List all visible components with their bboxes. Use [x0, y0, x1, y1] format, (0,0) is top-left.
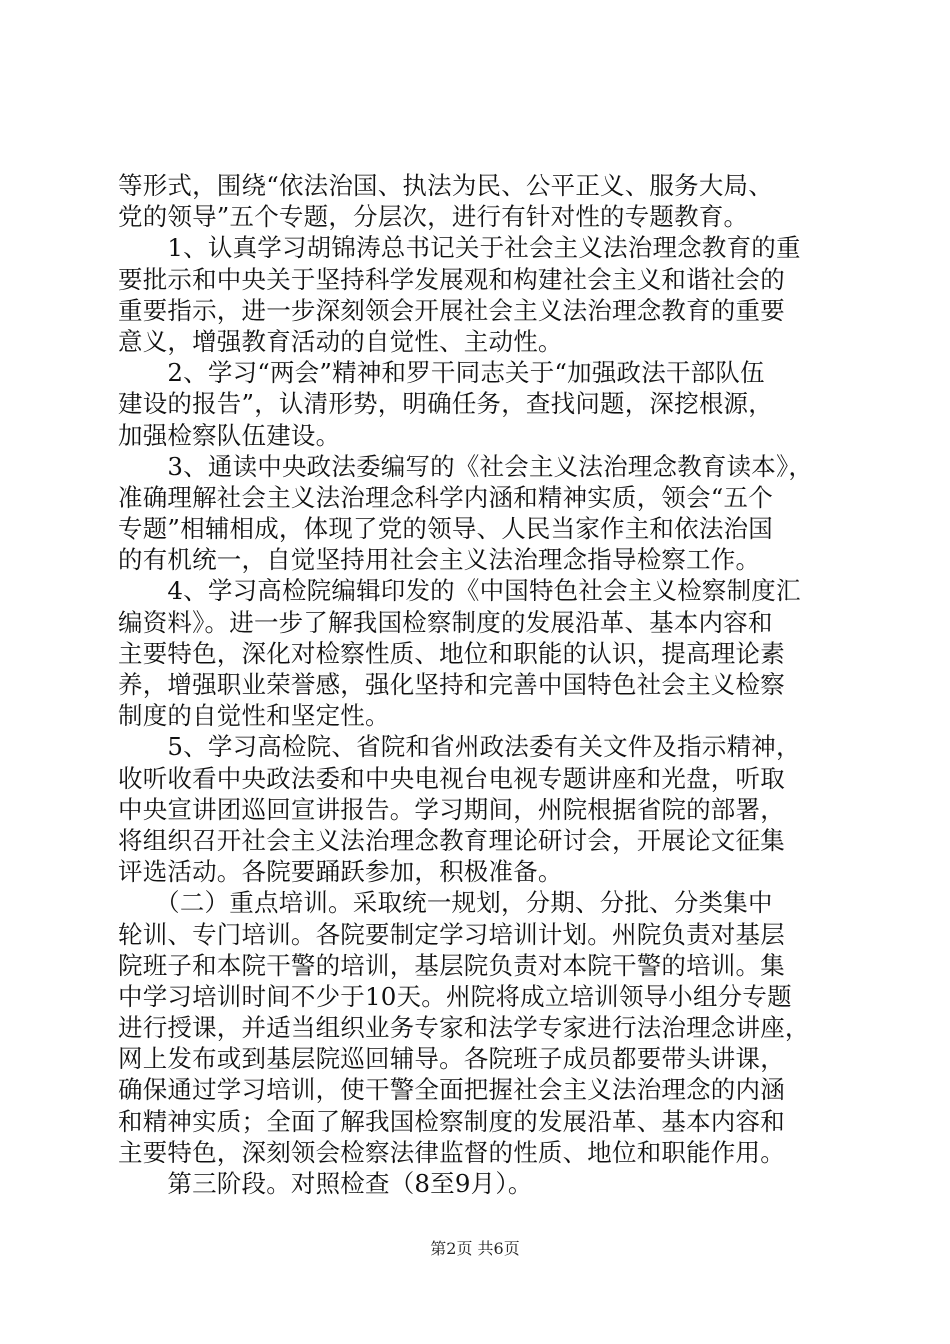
- text-line: 专题”相辅相成，体现了党的领导、人民当家作主和依法治国: [118, 514, 773, 544]
- text-line: 编资料》。进一步了解我国检察制度的发展沿革、基本内容和: [118, 607, 773, 637]
- text-line: （二）重点培训。采取统一规划，分期、分批、分类集中: [118, 888, 773, 918]
- text-line: 意义，增强教育活动的自觉性、主动性。: [118, 326, 563, 356]
- text-line: 1、认真学习胡锦涛总书记关于社会主义法治理念教育的重: [118, 233, 801, 263]
- text-line: 4、学习高检院编辑印发的《中国特色社会主义检察制度汇: [118, 576, 801, 606]
- text-line: 将组织召开社会主义法治理念教育理论研讨会，开展论文征集: [118, 825, 785, 855]
- text-line: 加强检察队伍建设。: [118, 420, 341, 450]
- text-line: 养，增强职业荣誉感，强化坚持和完善中国特色社会主义检察: [118, 670, 785, 699]
- text-line: 5、学习高检院、省院和省州政法委有关文件及指示精神，: [118, 732, 801, 762]
- text-line: 3、通读中央政法委编写的《社会主义法治理念教育读本》，: [118, 451, 814, 481]
- text-line: 院班子和本院干警的培训，基层院负责对本院干警的培训。集: [118, 950, 785, 980]
- text-line: 中央宣讲团巡回宣讲报告。学习期间，州院根据省院的部署，: [118, 794, 785, 824]
- text-line: 的有机统一，自觉坚持用社会主义法治理念指导检察工作。: [118, 545, 761, 575]
- text-line: 网上发布或到基层院巡回辅导。各院班子成员都要带头讲课，: [118, 1044, 785, 1074]
- text-line: 轮训、专门培训。各院要制定学习培训计划。州院负责对基层: [118, 919, 785, 949]
- text-line: 主要特色，深刻领会检察法律监督的性质、地位和职能作用。: [118, 1137, 785, 1167]
- text-line: 和精神实质；全面了解我国检察制度的发展沿革、基本内容和: [118, 1106, 785, 1136]
- text-line: 确保通过学习培训，使干警全面把握社会主义法治理念的内涵: [118, 1075, 785, 1105]
- text-line: 进行授课，并适当组织业务专家和法学专家进行法治理念讲座，: [118, 1013, 810, 1043]
- text-line: 收听收看中央政法委和中央电视台电视专题讲座和光盘，听取: [118, 763, 785, 793]
- text-line: 制度的自觉性和坚定性。: [118, 701, 390, 731]
- text-line: 等形式，围绕“依法治国、执法为民、公平正义、服务大局、: [118, 171, 773, 200]
- text-line: 2、学习“两会”精神和罗干同志关于“加强政法干部队伍: [118, 358, 765, 388]
- text-line: 重要指示，进一步深刻领会开展社会主义法治理念教育的重要: [118, 295, 785, 325]
- page-number-footer: 第2页 共6页: [430, 1239, 520, 1258]
- text-line: 要批示和中央关于坚持科学发展观和构建社会主义和谐社会的: [118, 264, 785, 294]
- text-line: 第三阶段。对照检查（8至9月）。: [118, 1169, 533, 1198]
- text-line: 建设的报告”，认清形势，明确任务，查找问题，深挖根源，: [118, 389, 773, 419]
- text-line: 党的领导”五个专题，分层次，进行有针对性的专题教育。: [118, 202, 749, 232]
- text-line: 评选活动。各院要踊跃参加，积极准备。: [118, 857, 563, 887]
- text-line: 中学习培训时间不少于10天。州院将成立培训领导小组分专题: [118, 981, 792, 1011]
- text-line: 准确理解社会主义法治理念科学内涵和精神实质，领会“五个: [118, 482, 773, 512]
- text-line: 主要特色，深化对检察性质、地位和职能的认识，提高理论素: [118, 638, 785, 668]
- document-body: [118, 170, 838, 1199]
